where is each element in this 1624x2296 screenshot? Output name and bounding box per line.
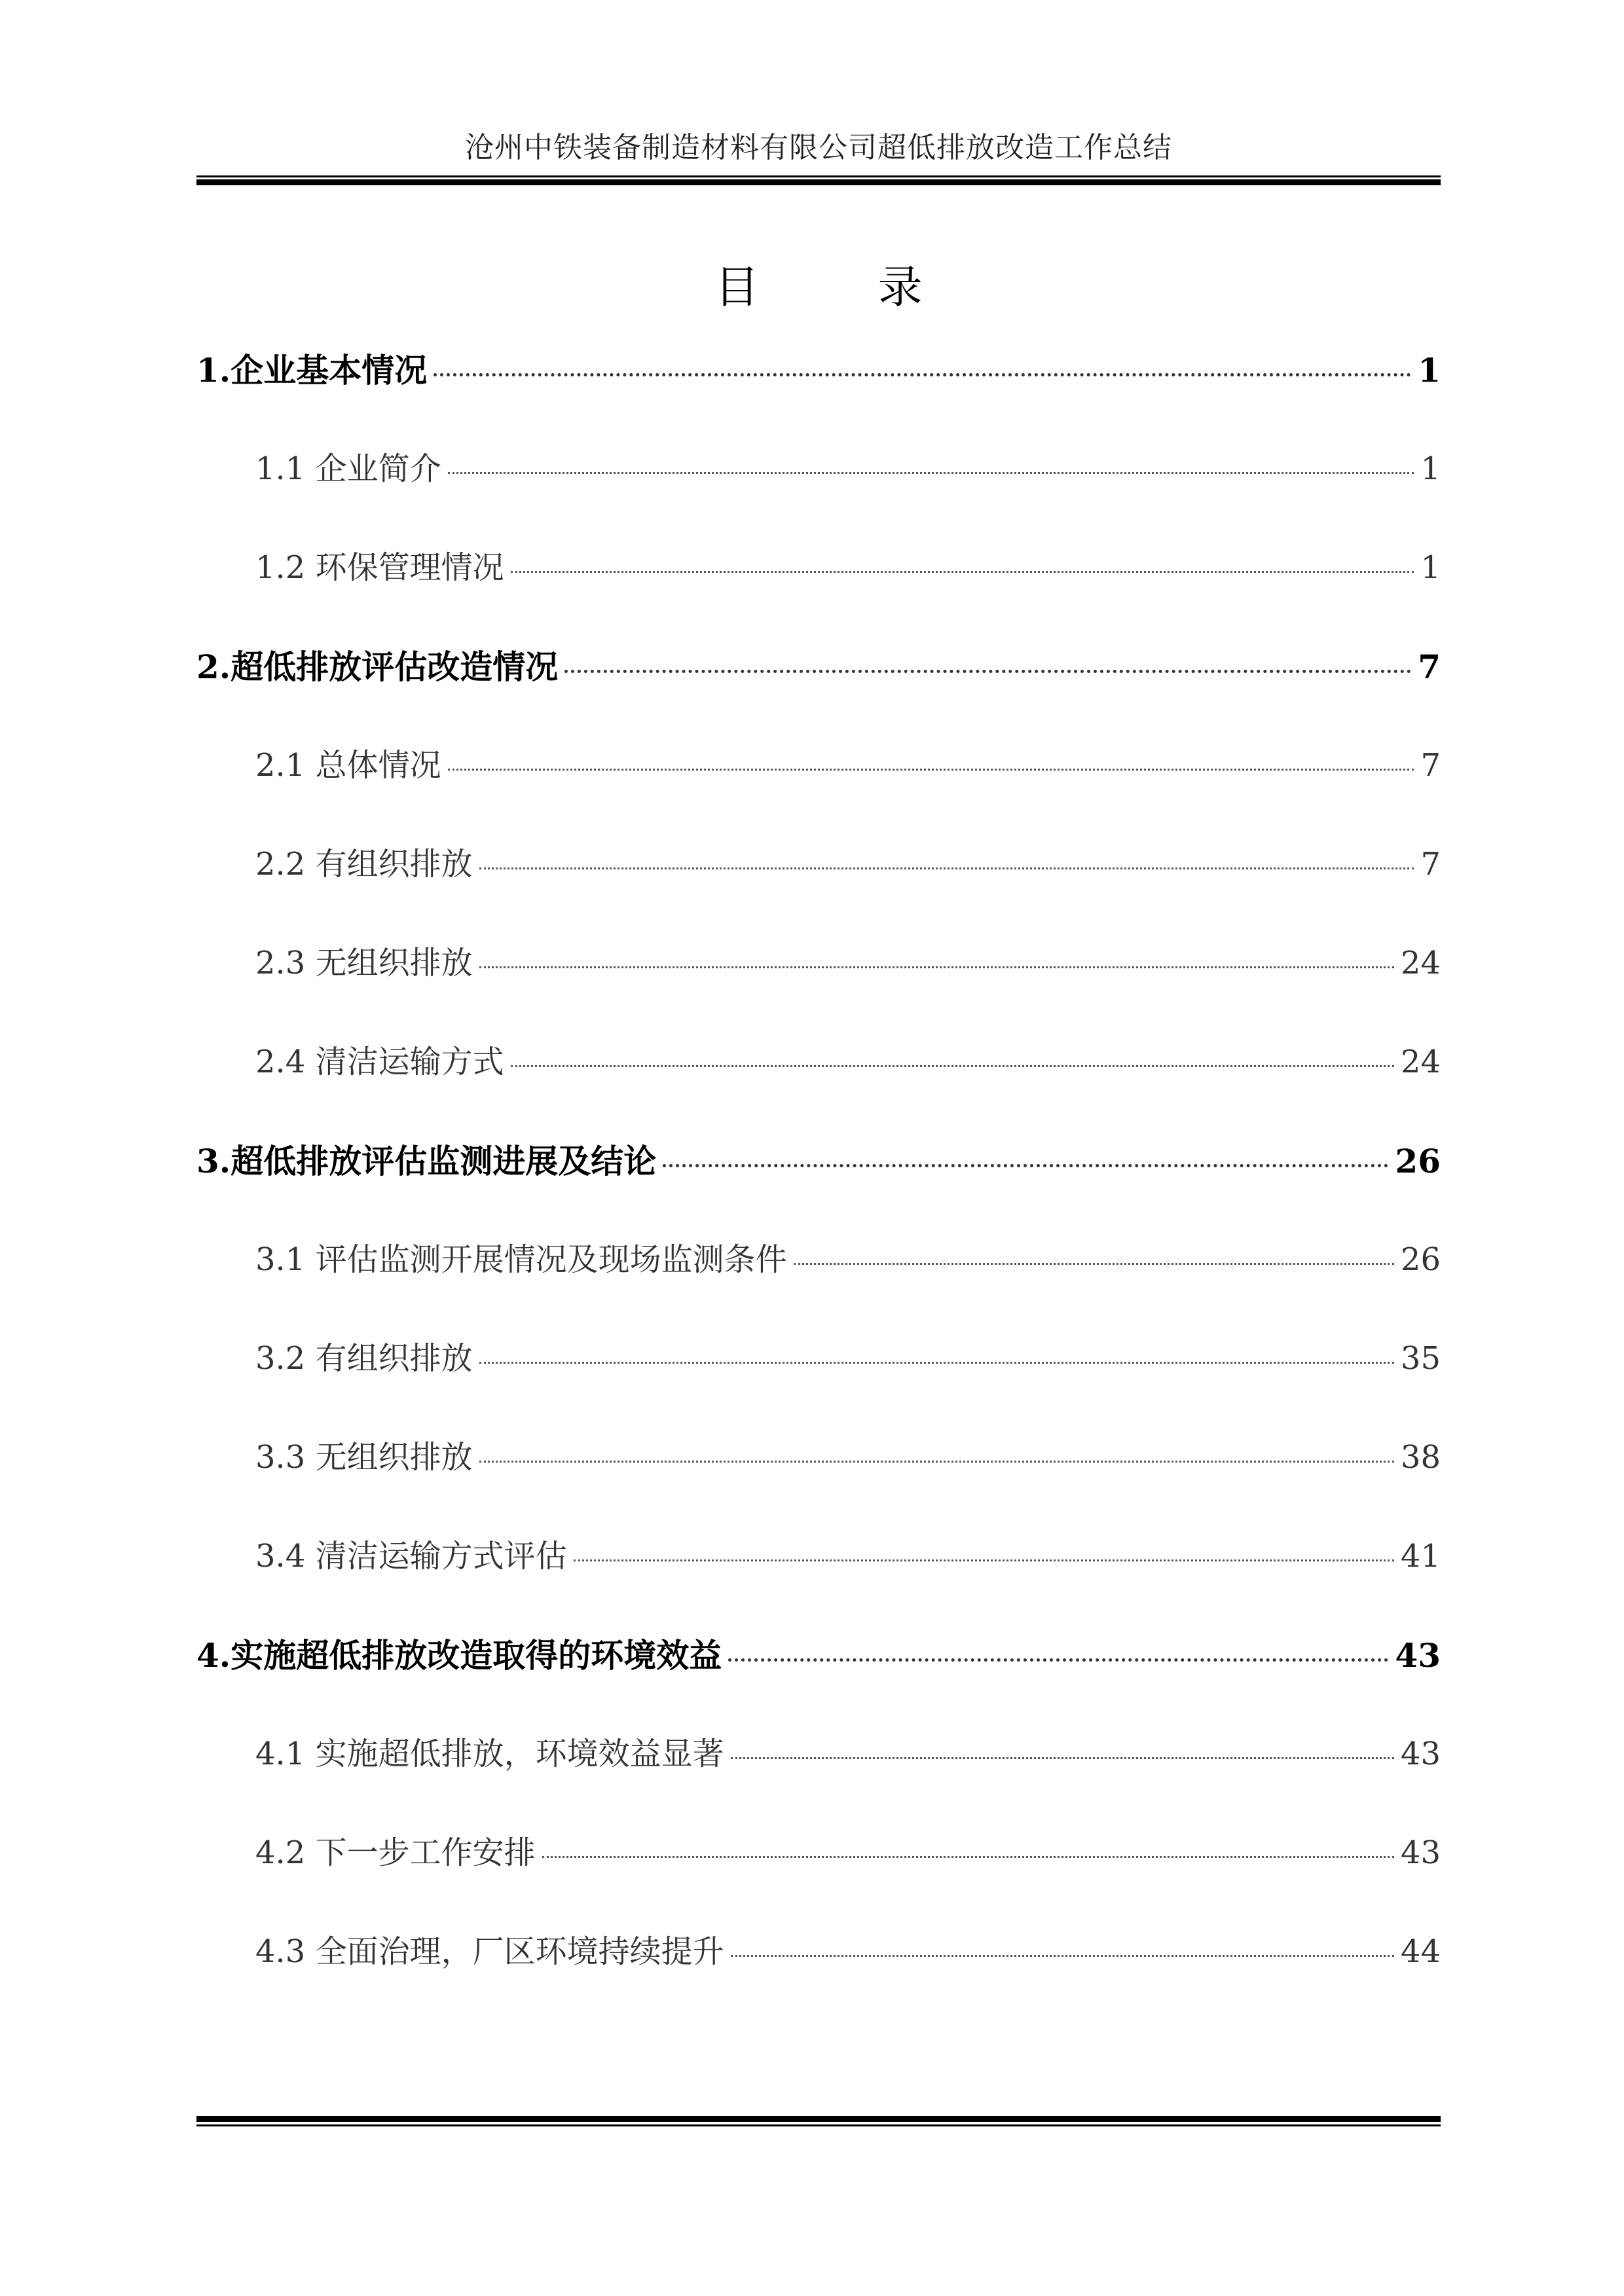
toc-entry-page-number: 7 bbox=[1418, 647, 1441, 686]
footer-rule-thick bbox=[196, 2116, 1441, 2122]
dot-leader bbox=[564, 670, 1411, 673]
toc-entry-page-number: 26 bbox=[1400, 1241, 1441, 1278]
toc-entry-page-number: 1 bbox=[1418, 351, 1441, 390]
toc-entry-label: 2.4 清洁运输方式 bbox=[255, 1044, 504, 1080]
dot-leader bbox=[479, 1461, 1394, 1463]
toc-entry-label: 4.实施超低排放改造取得的环境效益 bbox=[196, 1636, 722, 1675]
toc-section-entry[interactable] bbox=[196, 1817, 1441, 1916]
toc-section-entry[interactable] bbox=[196, 1718, 1441, 1817]
header-rule-thin bbox=[196, 175, 1441, 177]
toc-chapter-entry[interactable] bbox=[196, 1619, 1441, 1718]
toc-entry-page-number: 43 bbox=[1400, 1834, 1441, 1871]
toc-section-entry[interactable] bbox=[196, 729, 1441, 828]
toc-section-entry[interactable] bbox=[196, 1520, 1441, 1619]
running-header: 沧州中铁装备制造材料有限公司超低排放改造工作总结 bbox=[465, 131, 1172, 164]
dot-leader bbox=[663, 1164, 1388, 1167]
toc-section-entry[interactable] bbox=[196, 1322, 1441, 1421]
toc-entry-label: 1.2 环保管理情况 bbox=[255, 549, 504, 586]
dot-leader bbox=[731, 1955, 1394, 1957]
toc-entry-page-number: 41 bbox=[1400, 1538, 1441, 1575]
toc-entry-label: 2.3 无组织排放 bbox=[255, 945, 473, 981]
toc-entry-page-number: 44 bbox=[1400, 1933, 1441, 1970]
toc-entry-label: 3.3 无组织排放 bbox=[255, 1439, 473, 1476]
dot-leader bbox=[511, 1065, 1394, 1067]
toc-entry-page-number: 24 bbox=[1400, 1044, 1441, 1080]
dot-leader bbox=[479, 1362, 1394, 1364]
toc-entry-label: 2.超低排放评估改造情况 bbox=[196, 647, 559, 686]
toc-entry-label: 2.2 有组织排放 bbox=[255, 846, 473, 883]
dot-leader bbox=[479, 966, 1394, 968]
toc-section-entry[interactable] bbox=[196, 1026, 1441, 1125]
toc-entry-page-number: 24 bbox=[1400, 945, 1441, 981]
toc-entry-page-number: 1 bbox=[1420, 450, 1441, 487]
toc-title: 目 录 bbox=[714, 262, 975, 314]
toc-chapter-entry[interactable] bbox=[196, 630, 1441, 729]
toc-entry-label: 1.1 企业简介 bbox=[255, 450, 441, 487]
toc-entry-label: 3.超低排放评估监测进展及结论 bbox=[196, 1142, 657, 1180]
toc-entry-label: 3.2 有组织排放 bbox=[255, 1340, 473, 1377]
toc-entry-page-number: 26 bbox=[1395, 1142, 1441, 1180]
toc-entry-label: 2.1 总体情况 bbox=[255, 747, 441, 784]
dot-leader bbox=[728, 1658, 1388, 1662]
toc-section-entry[interactable] bbox=[196, 1916, 1441, 2014]
dot-leader bbox=[731, 1757, 1394, 1759]
toc-entry-label: 3.1 评估监测开展情况及现场监测条件 bbox=[255, 1241, 787, 1278]
dot-leader bbox=[794, 1263, 1394, 1265]
toc-entry-page-number: 1 bbox=[1420, 549, 1441, 586]
dot-leader bbox=[511, 571, 1414, 573]
toc-entry-label: 1.企业基本情况 bbox=[196, 351, 428, 390]
toc-entry-page-number: 38 bbox=[1400, 1439, 1441, 1476]
toc-section-entry[interactable] bbox=[196, 828, 1441, 927]
toc-entry-label: 4.1 实施超低排放，环境效益显著 bbox=[255, 1736, 724, 1772]
toc-entry-label: 3.4 清洁运输方式评估 bbox=[255, 1538, 567, 1575]
dot-leader bbox=[574, 1559, 1394, 1561]
toc-entry-label: 4.3 全面治理，厂区环境持续提升 bbox=[255, 1933, 724, 1970]
toc-entry-label: 4.2 下一步工作安排 bbox=[255, 1834, 536, 1871]
dot-leader bbox=[448, 769, 1414, 771]
toc-chapter-entry[interactable] bbox=[196, 334, 1441, 433]
dot-leader bbox=[448, 472, 1414, 474]
dot-leader bbox=[479, 867, 1414, 869]
table-of-contents bbox=[196, 334, 1441, 2014]
dot-leader bbox=[542, 1856, 1394, 1858]
toc-entry-page-number: 7 bbox=[1420, 747, 1441, 784]
toc-entry-page-number: 43 bbox=[1400, 1736, 1441, 1772]
toc-section-entry[interactable] bbox=[196, 927, 1441, 1026]
toc-section-entry[interactable] bbox=[196, 433, 1441, 532]
toc-section-entry[interactable] bbox=[196, 1421, 1441, 1520]
footer-rule-thin bbox=[196, 2124, 1441, 2126]
dot-leader bbox=[434, 373, 1411, 376]
toc-entry-page-number: 35 bbox=[1400, 1340, 1441, 1377]
header-rule-thick bbox=[196, 179, 1441, 185]
toc-entry-page-number: 43 bbox=[1395, 1636, 1441, 1675]
toc-entry-page-number: 7 bbox=[1420, 846, 1441, 883]
toc-chapter-entry[interactable] bbox=[196, 1125, 1441, 1224]
toc-section-entry[interactable] bbox=[196, 1224, 1441, 1322]
toc-section-entry[interactable] bbox=[196, 532, 1441, 630]
